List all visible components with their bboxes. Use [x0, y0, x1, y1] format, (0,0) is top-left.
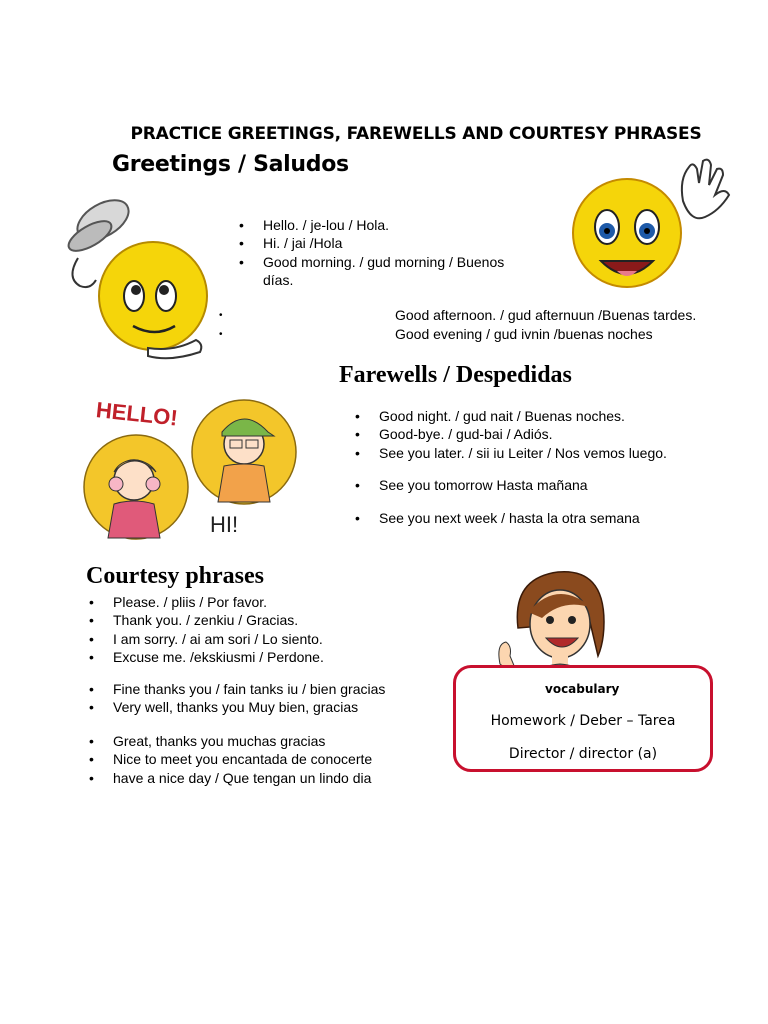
- list-item-continuation: días.: [263, 272, 294, 289]
- list-item: • Very well, thanks you Muy bien, gracias: [113, 698, 443, 716]
- emoji-hat-illustration: [38, 198, 218, 368]
- list-item: • Please. / pliis / Por favor.: [113, 593, 443, 611]
- list-item: • Excuse me. /ekskiusmi / Perdone.: [113, 648, 443, 666]
- list-item: • See you tomorrow Hasta mañana: [379, 476, 739, 494]
- courtesy-list-2: [113, 680, 443, 717]
- hi-text: HI!: [210, 512, 239, 537]
- list-item: • See you later. / sii iu Leiter / Nos vemos luego.: [379, 444, 739, 462]
- list-item: • Hello. / je-lou / Hola.: [263, 216, 538, 234]
- list-item: • Good afternoon. / gud afternuun /Buenas tardes.: [395, 306, 735, 325]
- emoji-waving-illustration: [565, 155, 735, 305]
- farewells-list-3: [379, 509, 739, 527]
- list-item: • Good night. / gud nait / Buenas noches.: [379, 407, 739, 425]
- kids-hello-hi-illustration: [64, 392, 304, 552]
- farewells-list: [379, 407, 739, 462]
- list-item: • Thank you. / zenkiu / Gracias.: [113, 611, 443, 629]
- vocabulary-line-director: Director / director (a): [508, 746, 658, 762]
- page-title: PRACTICE GREETINGS, FAREWELLS AND COURTESY PHRASES: [130, 124, 702, 144]
- list-item: • Good-bye. / gud-bai / Adiós.: [379, 425, 739, 443]
- list-item: • I am sorry. / ai am sori / Lo siento.: [113, 630, 443, 648]
- vocabulary-line-homework: Homework / Deber – Tarea: [490, 713, 676, 729]
- courtesy-list-3: [113, 732, 443, 787]
- farewells-heading: Farewells / Despedidas: [339, 362, 572, 388]
- list-item: • Good evening / gud ivnin /buenas noches: [395, 325, 735, 344]
- list-item: • Hi. / jai /Hola: [263, 234, 538, 252]
- list-item: • Great, thanks you muchas gracias: [113, 732, 443, 750]
- farewells-list-2: [379, 476, 739, 494]
- list-item: • See you next week / hasta la otra semana: [379, 509, 739, 527]
- hello-text: HELLO!: [94, 397, 179, 431]
- greetings-list: [263, 216, 538, 290]
- courtesy-heading: Courtesy phrases: [86, 563, 264, 589]
- list-item: • Nice to meet you encantada de conocerte: [113, 750, 443, 768]
- greetings-heading: Greetings / Saludos: [112, 152, 349, 177]
- courtesy-list-1: [113, 593, 443, 667]
- vocabulary-title: vocabulary: [545, 682, 620, 696]
- list-item: • have a nice day / Que tengan un lindo dia: [113, 769, 443, 787]
- list-item: • Fine thanks you / fain tanks iu / bien gracias: [113, 680, 443, 698]
- greetings-list-wide: [395, 306, 735, 344]
- list-item: • Good morning. / gud morning / Buenos: [263, 253, 538, 271]
